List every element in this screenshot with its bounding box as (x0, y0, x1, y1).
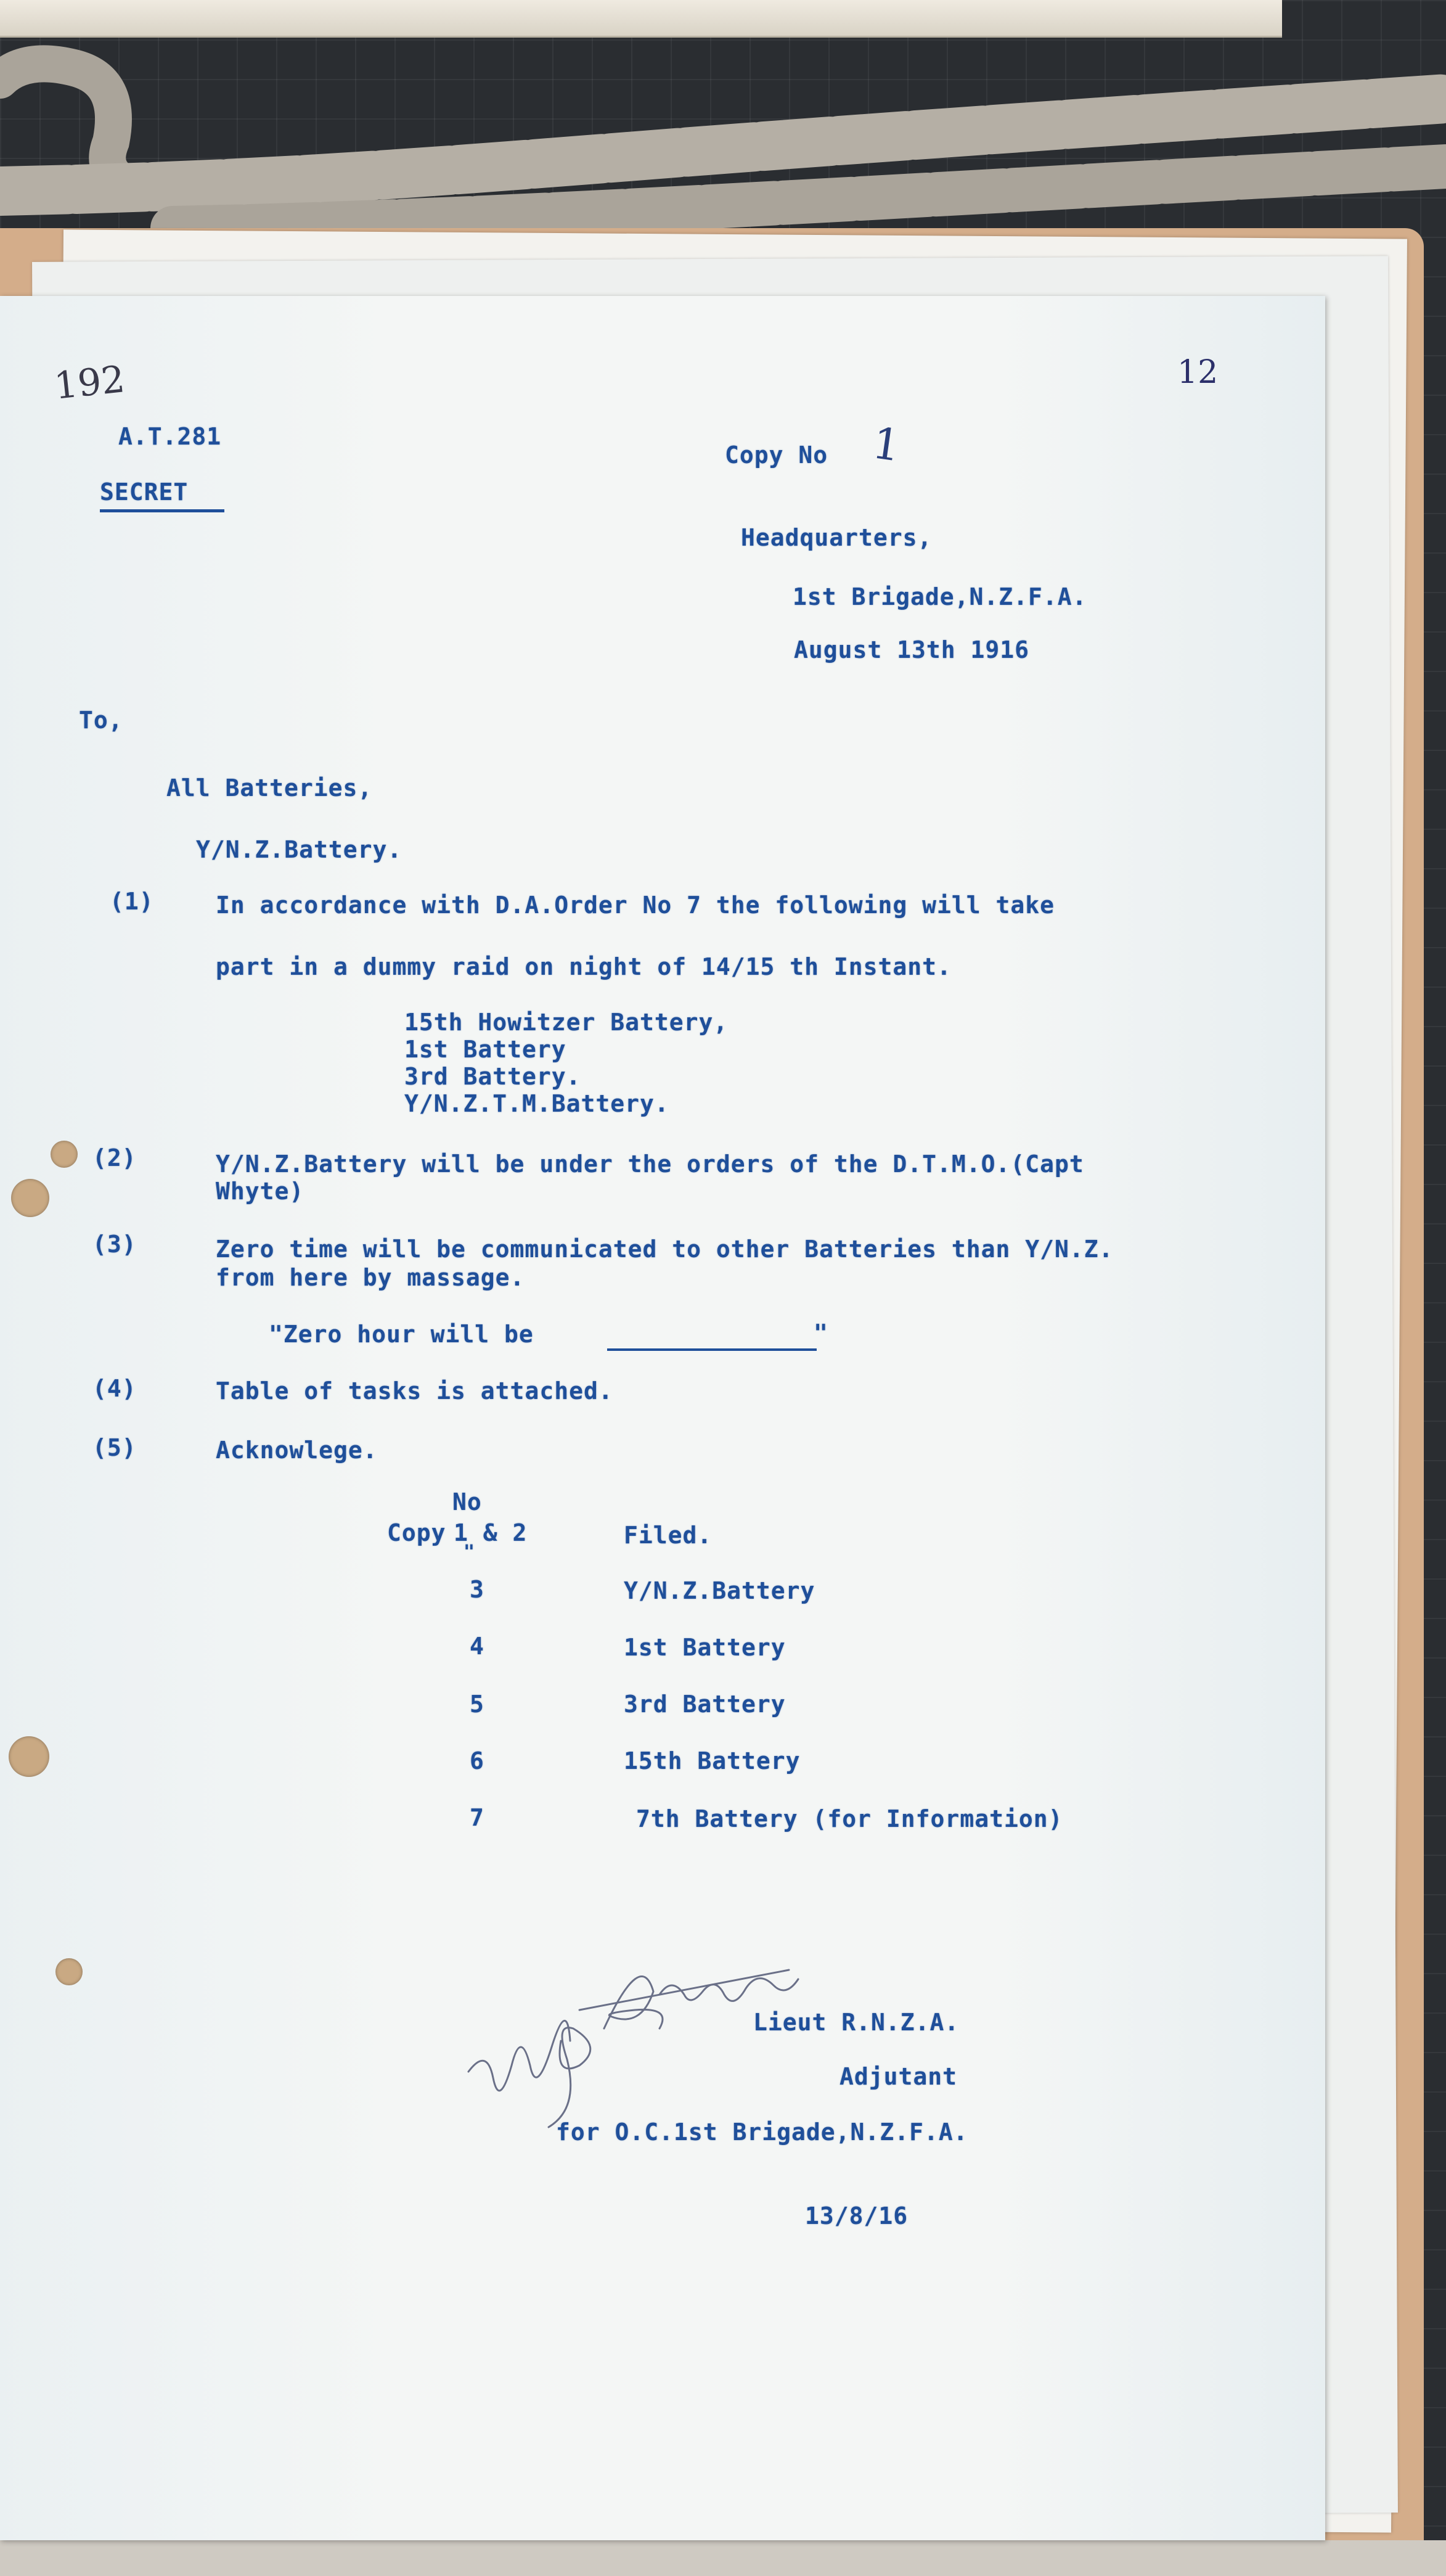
paragraph-text: from here by massage. (216, 1264, 525, 1291)
distribution-destination: 15th Battery (624, 1747, 801, 1774)
recipient-all-batteries: All Batteries, (166, 774, 373, 802)
paragraph-number: (3) (92, 1231, 137, 1258)
distribution-destination: Y/N.Z.Battery (624, 1577, 815, 1604)
paragraph-number: (4) (92, 1375, 137, 1402)
paragraph-number: (1) (110, 888, 154, 915)
paragraph-number: (5) (92, 1434, 137, 1461)
paragraph-text: Table of tasks is attached. (216, 1377, 613, 1405)
distribution-destination: 3rd Battery (624, 1691, 786, 1718)
classification-underline (100, 509, 224, 512)
document-page (0, 296, 1325, 2540)
distribution-no-label: No (452, 1488, 482, 1516)
binding-cord (0, 25, 1446, 247)
sender-line-2: 1st Brigade,N.Z.F.A. (793, 583, 1087, 610)
paragraph-text: part in a dummy raid on night of 14/15 th Instant. (216, 953, 952, 980)
classification-label: SECRET (100, 478, 189, 506)
signatory-for-line: for O.C.1st Brigade,N.Z.F.A. (556, 2119, 968, 2146)
distribution-ditto: " (464, 1541, 476, 1563)
zero-hour-blank (607, 1348, 817, 1351)
distribution-copy-no: 3 (470, 1576, 484, 1603)
signature-date: 13/8/16 (805, 2202, 909, 2229)
battery-list-item: 1st Battery (404, 1036, 566, 1063)
to-label: To, (79, 707, 123, 734)
paragraph-text: In accordance with D.A.Order No 7 the following will take (216, 892, 1055, 919)
distribution-copy-no: 7 (470, 1804, 484, 1831)
recipient-yn-battery: Y/N.Z.Battery. (196, 836, 402, 863)
bottom-edge (0, 2540, 1446, 2576)
battery-list-item: Y/N.Z.T.M.Battery. (404, 1090, 669, 1117)
battery-list-item: 3rd Battery. (404, 1063, 581, 1090)
distribution-copy-no: 1 & 2 (454, 1519, 528, 1546)
document-date: August 13th 1916 (794, 636, 1030, 663)
battery-list-item: 15th Howitzer Battery, (404, 1009, 729, 1036)
paragraph-text: Zero time will be communicated to other Batteries than Y/N.Z. (216, 1236, 1114, 1263)
paragraph-number: (2) (92, 1144, 137, 1171)
distribution-copy-label: Copy (387, 1519, 446, 1546)
paragraph-text: Whyte) (216, 1178, 304, 1205)
distribution-copy-no: 4 (470, 1633, 484, 1660)
signatory-rank: Lieut R.N.Z.A. (753, 2009, 960, 2036)
zero-hour-close-quote: " (814, 1319, 828, 1347)
paragraph-text: Y/N.Z.Battery will be under the orders of the D.T.M.O.(Capt (216, 1151, 1084, 1178)
punch-hole (55, 1958, 83, 1985)
distribution-copy-no: 5 (470, 1691, 484, 1718)
copy-number-handwritten: 1 (869, 417, 904, 472)
copy-label: Copy No (725, 441, 828, 469)
zero-hour-line: "Zero hour will be (269, 1321, 534, 1348)
punch-hole (11, 1179, 49, 1217)
sender-line-1: Headquarters, (741, 524, 933, 551)
handwritten-signature (456, 1936, 838, 2139)
distribution-destination: 1st Battery (624, 1634, 786, 1661)
signatory-title: Adjutant (839, 2063, 958, 2090)
paragraph-text: Acknowlege. (216, 1437, 378, 1464)
reference-code: A.T.281 (118, 423, 222, 450)
page-number: 12 (1177, 354, 1219, 391)
bleed-through (1023, 1116, 1048, 1824)
folio-number: 192 (52, 358, 127, 408)
distribution-destination: Filed. (624, 1522, 713, 1549)
distribution-destination: 7th Battery (for Information) (636, 1805, 1063, 1832)
punch-hole (9, 1736, 49, 1777)
punch-hole (51, 1141, 78, 1168)
distribution-copy-no: 6 (470, 1747, 484, 1774)
